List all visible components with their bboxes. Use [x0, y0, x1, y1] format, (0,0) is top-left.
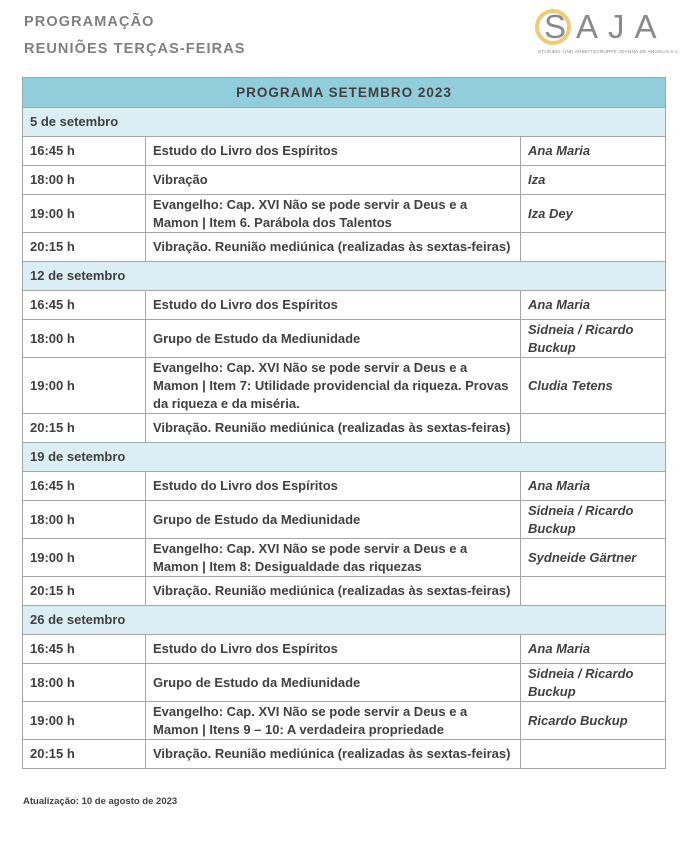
- schedule-row: [23, 291, 666, 320]
- time-cell: 18:00 h: [23, 501, 146, 539]
- activity-cell: Estudo do Livro dos Espíritos: [146, 472, 521, 501]
- table-title-row: [23, 78, 666, 108]
- date-row: [23, 262, 666, 291]
- time-cell: 19:00 h: [23, 702, 146, 740]
- schedule-row: [23, 320, 666, 358]
- activity-cell: Estudo do Livro dos Espíritos: [146, 137, 521, 166]
- schedule-row: [23, 195, 666, 233]
- activity-cell: Evangelho: Cap. XVI Não se pode servir a Deus e a Mamon | Item 6. Parábola dos Talentos: [146, 195, 521, 233]
- schedule-row: [23, 137, 666, 166]
- time-cell: 16:45 h: [23, 472, 146, 501]
- activity-cell: Vibração. Reunião mediúnica (realizadas às sextas-feiras): [146, 577, 521, 606]
- date-row: [23, 606, 666, 635]
- presenter-cell: Sidneia / Ricardo Buckup: [521, 320, 666, 358]
- presenter-cell: Sydneide Gärtner: [521, 539, 666, 577]
- presenter-cell: Ana Maria: [521, 137, 666, 166]
- activity-cell: Grupo de Estudo da Mediunidade: [146, 501, 521, 539]
- presenter-cell: Ricardo Buckup: [521, 702, 666, 740]
- saja-logo: [532, 6, 679, 60]
- presenter-cell: [521, 233, 666, 262]
- presenter-cell: Ana Maria: [521, 291, 666, 320]
- date-row: [23, 443, 666, 472]
- activity-cell: Vibração. Reunião mediúnica (realizadas às sextas-feiras): [146, 740, 521, 769]
- activity-cell: Estudo do Livro dos Espíritos: [146, 291, 521, 320]
- activity-cell: Evangelho: Cap. XVI Não se pode servir a Deus e a Mamon | Itens 9 – 10: A verdadeira propriedade: [146, 702, 521, 740]
- schedule-row: [23, 702, 666, 740]
- schedule-row: [23, 166, 666, 195]
- activity-cell: Grupo de Estudo da Mediunidade: [146, 320, 521, 358]
- time-cell: 18:00 h: [23, 166, 146, 195]
- schedule-row: [23, 740, 666, 769]
- schedule-row: [23, 539, 666, 577]
- presenter-cell: Ana Maria: [521, 635, 666, 664]
- time-cell: 18:00 h: [23, 664, 146, 702]
- time-cell: 16:45 h: [23, 291, 146, 320]
- date-label: 5 de setembro: [23, 108, 666, 137]
- time-cell: 16:45 h: [23, 137, 146, 166]
- presenter-cell: Iza Dey: [521, 195, 666, 233]
- program-table: [22, 77, 666, 769]
- time-cell: 19:00 h: [23, 358, 146, 414]
- schedule-row: [23, 472, 666, 501]
- activity-cell: Evangelho: Cap. XVI Não se pode servir a Deus e a Mamon | Item 8: Desigualdade das riquezas: [146, 539, 521, 577]
- date-row: [23, 108, 666, 137]
- presenter-cell: [521, 577, 666, 606]
- schedule-row: [23, 501, 666, 539]
- activity-cell: Estudo do Livro dos Espíritos: [146, 635, 521, 664]
- activity-cell: Vibração. Reunião mediúnica (realizadas às sextas-feiras): [146, 414, 521, 443]
- presenter-cell: Sidneia / Ricardo Buckup: [521, 664, 666, 702]
- update-footer: Atualização: 10 de agosto de 2023: [23, 796, 178, 807]
- header-title-line2: REUNIÕES TERÇAS-FEIRAS: [24, 41, 246, 57]
- schedule-row: [23, 664, 666, 702]
- table-title: PROGRAMA SETEMBRO 2023: [23, 78, 666, 108]
- time-cell: 20:15 h: [23, 577, 146, 606]
- time-cell: 19:00 h: [23, 195, 146, 233]
- presenter-cell: [521, 414, 666, 443]
- date-label: 12 de setembro: [23, 262, 666, 291]
- date-label: 26 de setembro: [23, 606, 666, 635]
- time-cell: 20:15 h: [23, 233, 146, 262]
- time-cell: 20:15 h: [23, 740, 146, 769]
- presenter-cell: Ana Maria: [521, 472, 666, 501]
- presenter-cell: Cludia Tetens: [521, 358, 666, 414]
- activity-cell: Vibração: [146, 166, 521, 195]
- logo-text: SAJA: [544, 8, 667, 45]
- schedule-row: [23, 635, 666, 664]
- presenter-cell: Iza: [521, 166, 666, 195]
- logo-subtitle: STUDIEN- UND ARBEITSGRUPPE JOANNA DE ANGELIS e.V.: [538, 50, 679, 55]
- schedule-row: [23, 358, 666, 414]
- schedule-row: [23, 577, 666, 606]
- activity-cell: Evangelho: Cap. XVI Não se pode servir a Deus e a Mamon | Item 7: Utilidade providencial da riqueza. Provas da riqueza e da miséria.: [146, 358, 521, 414]
- time-cell: 20:15 h: [23, 414, 146, 443]
- time-cell: 16:45 h: [23, 635, 146, 664]
- activity-cell: Grupo de Estudo da Mediunidade: [146, 664, 521, 702]
- schedule-row: [23, 233, 666, 262]
- presenter-cell: Sidneia / Ricardo Buckup: [521, 501, 666, 539]
- presenter-cell: [521, 740, 666, 769]
- date-label: 19 de setembro: [23, 443, 666, 472]
- activity-cell: Vibração. Reunião mediúnica (realizadas às sextas-feiras): [146, 233, 521, 262]
- time-cell: 18:00 h: [23, 320, 146, 358]
- header-title-line1: PROGRAMAÇÃO: [24, 14, 155, 30]
- time-cell: 19:00 h: [23, 539, 146, 577]
- schedule-row: [23, 414, 666, 443]
